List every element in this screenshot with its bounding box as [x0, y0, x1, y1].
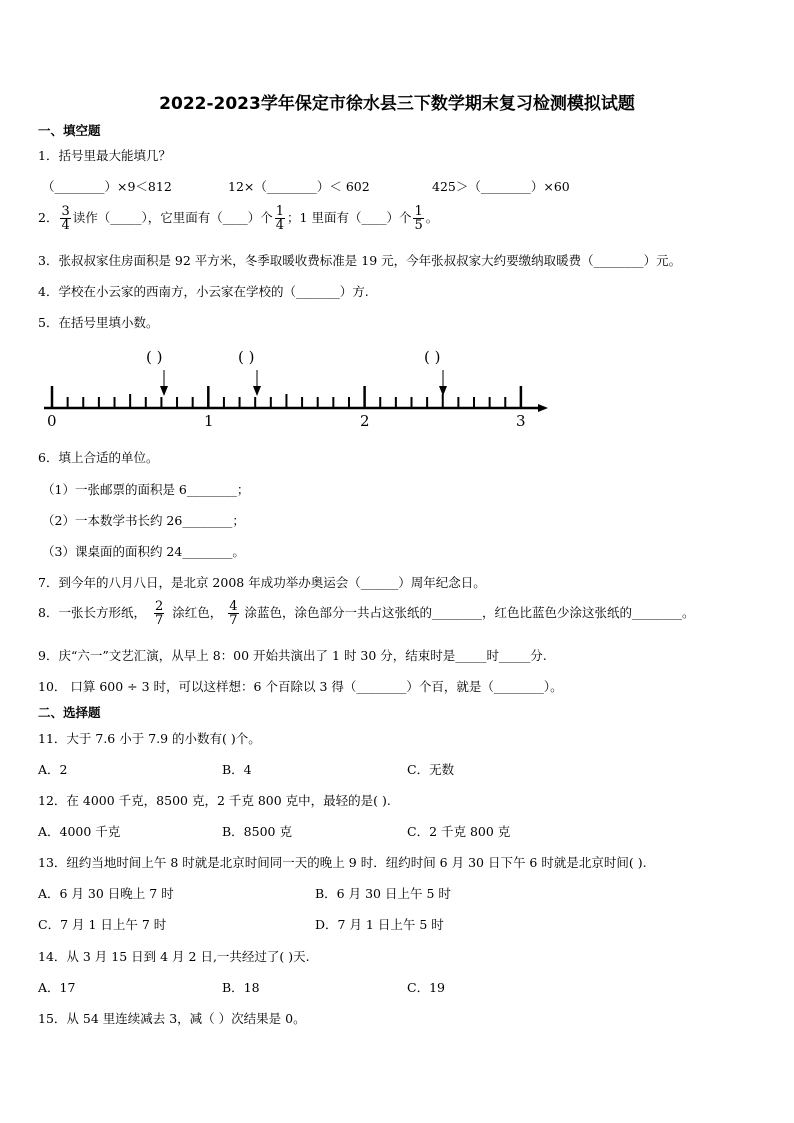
q5-bracket-1: ( ) — [146, 348, 163, 366]
q14-option-b: B．18 — [222, 980, 260, 995]
q1-b: 12×（________）＜ 602 — [228, 179, 370, 194]
q13-option-a: A．6 月 30 日晚上 7 时 — [38, 886, 174, 901]
q5-stem: 5．在括号里填小数。 — [38, 315, 159, 330]
arrow-down-icon — [160, 386, 168, 396]
fraction-3-4: $\frac{3}{4}$ — [61, 204, 70, 233]
q10: 10． 口算 600 ÷ 3 时，可以这样想：6 个百除以 3 得（________）个百，就是（________）。 — [38, 679, 563, 694]
fraction-1-4: $\frac{1}{4}$ — [275, 204, 285, 233]
q5-bracket-3: ( ) — [424, 348, 441, 366]
section-choice: 二、选择题 — [38, 705, 101, 720]
axis-label-0: 0 — [47, 412, 57, 430]
q12-option-c: C．2 千克 800 克 — [407, 824, 511, 839]
axis-label-1: 1 — [204, 412, 214, 430]
q2 — [38, 205, 438, 232]
section-fill-blank: 一、填空题 — [38, 123, 101, 138]
q5-arrows — [160, 370, 447, 396]
q13-option-d: D．7 月 1 日上午 5 时 — [315, 917, 444, 932]
tick-marks — [52, 386, 521, 408]
q13-stem: 13．纽约当地时间上午 8 时就是北京时间同一天的晚上 9 时．纽约时间 6 月 30 日下午 6 时就是北京时间( ). — [38, 855, 647, 870]
q2-part4: 。 — [425, 210, 439, 225]
q14-option-a: A．17 — [38, 980, 76, 995]
page-title: 2022-2023学年保定市徐水县三下数学期末复习检测模拟试题 — [159, 94, 635, 114]
arrow-down-icon — [253, 386, 261, 396]
q8-part3: 涂蓝色，涂色部分一共占这张纸的________，红色比蓝色少涂这张纸的________。 — [244, 605, 695, 620]
q6-stem: 6．填上合适的单位。 — [38, 450, 159, 465]
q12-option-b: B．8500 克 — [222, 824, 292, 839]
q6-item-2: （2）一本数学书长约 26________； — [42, 513, 245, 528]
number-line — [0, 340, 794, 435]
q14-stem: 14．从 3 月 15 日到 4 月 2 日,一共经过了( )天. — [38, 949, 310, 964]
q13-option-b: B．6 月 30 日上午 5 时 — [315, 886, 451, 901]
q9: 9．庆“六一”文艺汇演，从早上 8：00 开始共演出了 1 时 30 分，结束时是_____时_____分. — [38, 648, 547, 663]
q8 — [38, 600, 695, 627]
q12-option-a: A．4000 千克 — [38, 824, 121, 839]
q1-stem: 1．括号里最大能填几？ — [38, 148, 171, 163]
q6-item-1: （1）一张邮票的面积是 6________； — [42, 482, 250, 497]
q1-a: （________）×9＜812 — [42, 179, 172, 194]
q11-option-c: C．无数 — [407, 762, 455, 777]
q3: 3．张叔叔家住房面积是 92 平方米，冬季取暖收费标准是 19 元，今年张叔叔家大约要缴纳取暖费（________）元。 — [38, 253, 682, 268]
q8-part1: 8．一张长方形纸， — [38, 605, 146, 620]
q11-option-a: A．2 — [38, 762, 68, 777]
q13-option-c: C．7 月 1 日上午 7 时 — [38, 917, 167, 932]
fraction-1-5: $\frac{1}{5}$ — [414, 204, 423, 233]
q2-part2: 读作（_____），它里面有（____）个 — [72, 210, 273, 225]
q7: 7．到今年的八月八日，是北京 2008 年成功举办奥运会（______）周年纪念日。 — [38, 575, 486, 590]
q2-part1: 2． — [38, 210, 59, 225]
fraction-4-7: $\frac{4}{7}$ — [229, 599, 238, 628]
q2-part3: ；1 里面有（____）个 — [287, 210, 412, 225]
q15: 15．从 54 里连续减去 3，减（ ）次结果是 0。 — [38, 1011, 306, 1026]
q14-option-c: C．19 — [407, 980, 445, 995]
q1-c: 425＞（________）×60 — [432, 179, 570, 194]
q5-bracket-2: ( ) — [238, 348, 255, 366]
q11-stem: 11．大于 7.6 小于 7.9 的小数有( )个。 — [38, 731, 261, 746]
q4: 4．学校在小云家的西南方，小云家在学校的（_______）方. — [38, 284, 369, 299]
axis-label-2: 2 — [360, 412, 370, 430]
q12-stem: 12．在 4000 千克，8500 克，2 千克 800 克中，最轻的是( ). — [38, 793, 391, 808]
fraction-2-7: $\frac{2}{7}$ — [154, 599, 164, 628]
q6-item-3: （3）课桌面的面积约 24________。 — [42, 544, 245, 559]
axis-label-3: 3 — [516, 412, 526, 430]
q11-option-b: B．4 — [222, 762, 252, 777]
q8-part2: 涂红色， — [172, 605, 223, 620]
axis-arrow-icon — [538, 404, 548, 412]
